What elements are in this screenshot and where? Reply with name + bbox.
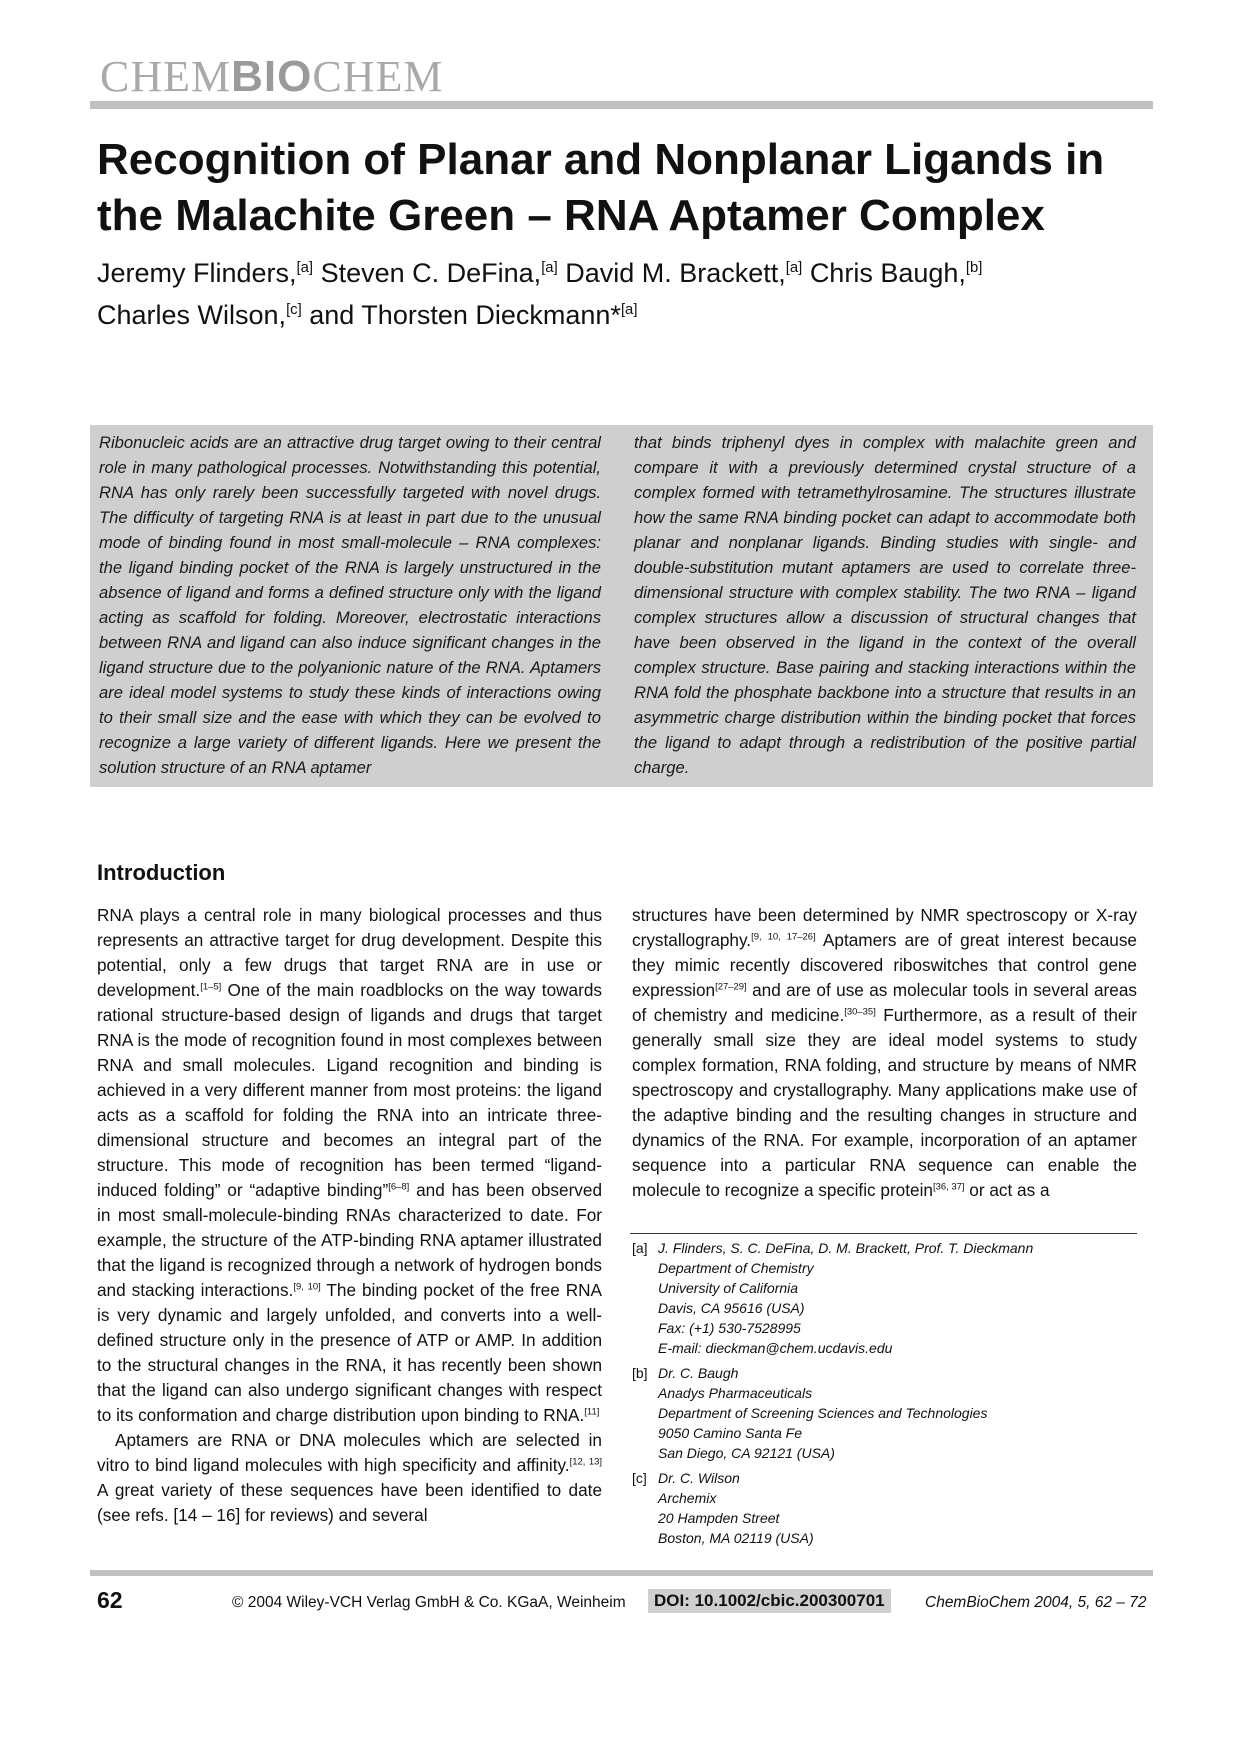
section-heading-introduction: Introduction (97, 860, 226, 885)
citation-ref: [12, 13] (569, 1456, 602, 1468)
journal-citation: ChemBioChem 2004, 5, 62 – 72 (925, 1594, 1147, 1611)
intro-text: The binding pocket of the free RNA is very dynamic and largely unfolded, and converts into a well-defined structure only in the presence of ATP or AMP. In addition to the structural changes in the RNA, it has recently been shown that the ligand can also undergo significant changes with respect to its conformation and charge distribution upon binding to RNA. (97, 1280, 602, 1425)
intro-text: Furthermore, as a result of their generally small size they are ideal model systems to study complex formation, RNA folding, and structure by means of NMR spectroscopy and crystallography. Many applications make use of the adaptive binding and the resulting changes in structure and dynamics of the RNA. For example, incorporation of an aptamer sequence into a particular RNA sequence can enable the molecule to recognize a specific protein (632, 1005, 1137, 1200)
footnote-line: University of California (658, 1280, 799, 1296)
footnote-line: Fax: (+1) 530-7528995 (658, 1320, 801, 1336)
author-affiliation: [c] (286, 302, 302, 318)
footnote-label: [b] (632, 1365, 648, 1381)
footnote-a (632, 1238, 1142, 1358)
author-list (97, 252, 1157, 336)
footnote-line: Archemix (658, 1490, 717, 1506)
footnote-line: Anadys Pharmaceuticals (658, 1385, 813, 1401)
footnote-line: 20 Hampden Street (658, 1510, 780, 1526)
footnote-label: [c] (632, 1470, 647, 1486)
author-affiliation: [a] (541, 260, 558, 276)
author-affiliation: [a] (620, 302, 638, 318)
author-name: and Thorsten Dieckmann* (309, 300, 621, 330)
author-affiliation: [a] (296, 260, 314, 276)
footnote-line: Davis, CA 95616 (USA) (658, 1300, 805, 1316)
author-name: Jeremy Flinders, (97, 258, 297, 288)
citation-ref: [1–5] (200, 981, 222, 993)
footnote-c (632, 1468, 1142, 1548)
journal-logo-chem2: CHEM (312, 52, 444, 101)
citation-ref: [36, 37] (932, 1181, 965, 1193)
intro-text: A great variety of these sequences have been identified to date (see refs. [14 – 16] for reviews) and several (97, 1480, 602, 1525)
intro-paragraph-3 (632, 903, 1137, 1203)
intro-left-column (97, 903, 602, 1528)
intro-text: Aptamers are RNA or DNA molecules which are selected in vitro to bind ligand molecules with high specificity and affinity. (97, 1430, 602, 1475)
author-affiliation: [a] (785, 260, 803, 276)
citation-ref: [11] (584, 1406, 600, 1418)
author-name: David M. Brackett, (565, 258, 786, 288)
title-line-2: the Malachite Green – RNA Aptamer Complex (97, 191, 1045, 240)
footnote-line: 9050 Camino Santa Fe (658, 1425, 802, 1441)
page-number: 62 (97, 1587, 123, 1613)
journal-logo-bio: BIO (231, 52, 313, 101)
author-name: Charles Wilson, (97, 300, 287, 330)
footnote-line: Dr. C. Baugh (658, 1365, 739, 1381)
footnote-email[interactable]: E-mail: dieckman@chem.ucdavis.edu (658, 1340, 893, 1356)
intro-right-column (632, 903, 1137, 1203)
author-affiliation: [b] (965, 260, 983, 276)
footnote-line: J. Flinders, S. C. DeFina, D. M. Brackett, Prof. T. Dieckmann (658, 1240, 1034, 1256)
footnote-line: Department of Screening Sciences and Technologies (658, 1405, 988, 1421)
intro-text: and are of use as molecular tools in several areas of chemistry and medicine. (632, 980, 1137, 1025)
article-title (97, 132, 1157, 244)
intro-paragraph-1 (97, 903, 602, 1428)
affiliation-footnotes (632, 1238, 1142, 1553)
intro-paragraph-2 (97, 1428, 602, 1528)
footnote-label: [a] (632, 1240, 648, 1256)
footnote-line: Dr. C. Wilson (658, 1470, 740, 1486)
footnote-line: Boston, MA 02119 (USA) (658, 1530, 814, 1546)
citation-ref: [9, 10, 17–26] (751, 931, 816, 943)
journal-logo (100, 52, 444, 101)
doi-badge[interactable]: DOI: 10.1002/cbic.200300701 (648, 1589, 891, 1613)
intro-text: and has been observed in most small-molecule-binding RNAs characterized to date. For example, the structure of the ATP-binding RNA aptamer illustrated that the ligand is recognized through a network of hydrogen bonds and stacking interactions. (97, 1180, 603, 1300)
abstract-left-column: Ribonucleic acids are an attractive drug target owing to their central role in many pathological processes. Notwithstanding this potential, RNA has only rarely been successfully targeted with novel drugs. The difficulty of targeting RNA is at least in part due to the unusual mode of binding found in most small-molecule – RNA complexes: the ligand binding pocket of the RNA is largely unstructured in the absence of ligand and forms a defined structure only with the ligand acting as scaffold for folding. Moreover, electrostatic interactions between RNA and ligand can also induce significant changes in the ligand structure due to the polyanionic nature of the RNA. Aptamers are ideal model systems to study these kinds of interactions owing to their small size and the ease with which they can be evolved to recognize a large variety of different ligands. Here we present the solution structure of an RNA aptamer (99, 433, 601, 777)
footnote-line: Department of Chemistry (658, 1260, 814, 1276)
citation-ref: [9, 10] (293, 1281, 321, 1293)
intro-text: structures have been determined by NMR spectroscopy or X-ray crystallography. (632, 905, 1137, 950)
abstract-right-column: that binds triphenyl dyes in complex with malachite green and compare it with a previously determined crystal structure of a complex formed with tetramethylrosamine. The structures illustrate how the same RNA binding pocket can adapt to accommodate both planar and nonplanar ligands. Binding studies with single- and double-substitution mutant aptamers are used to correlate three-dimensional structure with complex stability. The two RNA – ligand complex structures allow a discussion of structural changes that have been observed in the ligand in the context of the overall complex structure. Base pairing and stacking interactions within the RNA fold the phosphate backbone into a structure that results in an asymmetric charge distribution within the binding pocket that forces the ligand to adapt through a redistribution of the positive partial charge. (634, 433, 1136, 777)
footnote-line: San Diego, CA 92121 (USA) (658, 1445, 835, 1461)
title-line-1: Recognition of Planar and Nonplanar Ligands in (97, 135, 1105, 184)
intro-text: or act as a (964, 1180, 1050, 1200)
citation-ref: [27–29] (715, 981, 747, 993)
intro-text: One of the main roadblocks on the way towards rational structure-based design of ligands and drugs that target RNA is the mode of recognition found in most complexes between RNA and small molecules. Ligand recognition and binding is achieved in a very different manner from most proteins: the ligand acts as a scaffold for folding the RNA into an intricate three-dimensional structure and becomes an integral part of the structure. This mode of recognition has been termed “ligand-induced folding” or “adaptive binding” (97, 980, 602, 1200)
intro-text: Aptamers are of great interest because they mimic recently discovered riboswitches that control gene expression (632, 930, 1137, 1000)
citation-ref: [30–35] (844, 1006, 876, 1018)
intro-text: RNA plays a central role in many biological processes and thus represents an attractive target for drug development. Despite this potential, only a few drugs that target RNA are in use or development. (97, 905, 602, 1000)
author-name: Chris Baugh, (809, 258, 966, 288)
journal-logo-chem: CHEM (100, 52, 232, 101)
footer-rule (90, 1570, 1153, 1576)
citation-ref: [6–8] (388, 1181, 410, 1193)
copyright-notice: © 2004 Wiley-VCH Verlag GmbH & Co. KGaA, Weinheim (232, 1594, 626, 1611)
header-rule (90, 101, 1153, 109)
footnote-rule (630, 1233, 1137, 1234)
footnote-b (632, 1363, 1142, 1463)
author-name: Steven C. DeFina, (320, 258, 542, 288)
